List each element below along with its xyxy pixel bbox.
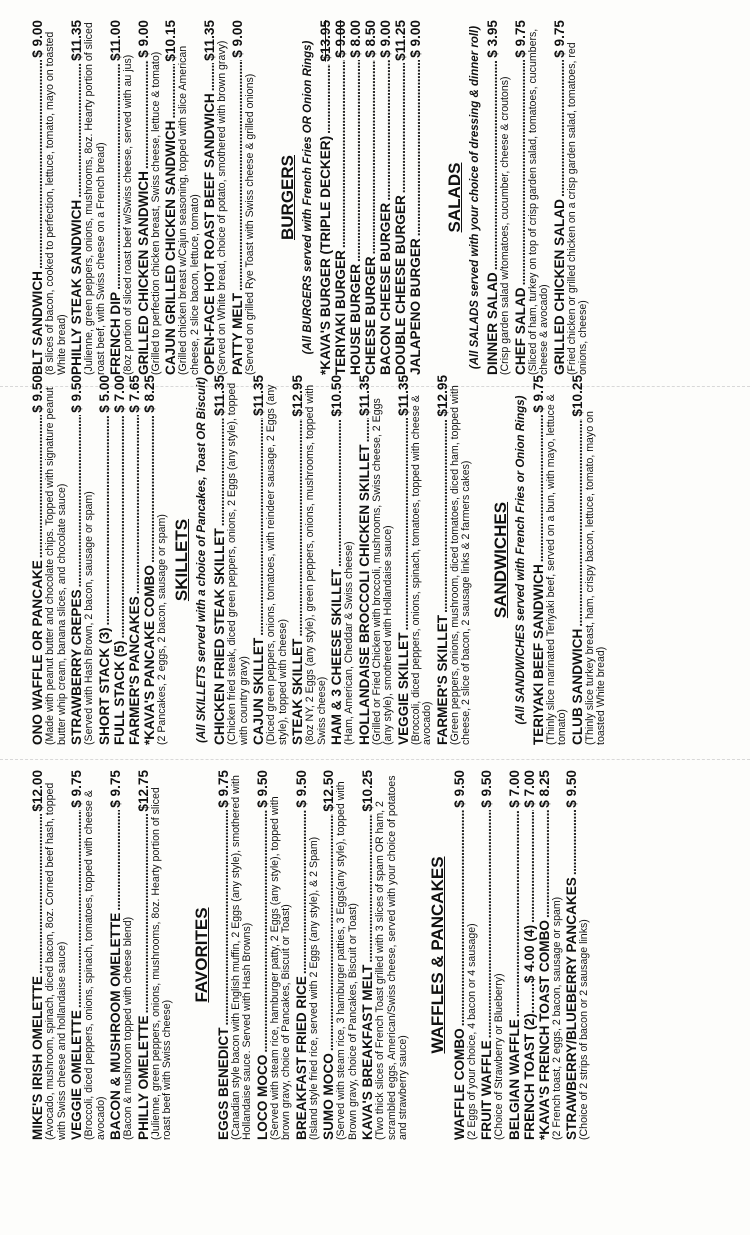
dot-leader — [333, 60, 348, 248]
menu-item — [30, 20, 68, 375]
menu-item — [393, 20, 408, 375]
menu-item-price: $ 9.75 — [551, 20, 567, 58]
menu-item-price: $ 9.75 — [530, 375, 546, 413]
menu-item — [329, 375, 356, 745]
pancakes-list — [30, 375, 168, 745]
menu-item-description: (Avocado, mushroom, spinach, diced bacon, 8oz. Corned beef hash, topped with Swiss cheese and hollandaise sauce) — [44, 782, 68, 1140]
menu-item — [363, 20, 378, 375]
salads-list — [485, 20, 590, 375]
menu-item-name: TERIYAKI BEEF SANDWICH — [530, 564, 546, 745]
dot-leader — [69, 810, 84, 1008]
menu-item-description: (Served with Hash Brown, 2 bacon, sausage or spam) — [83, 491, 95, 745]
menu-item-line — [294, 770, 309, 1140]
menu-item-price: $ 8.50 — [363, 20, 378, 58]
menu-item-name: LOCO MOCO — [254, 1054, 270, 1140]
menu-item — [531, 375, 569, 745]
menu-item-name: BACON & MUSHROOM OMELETTE — [108, 912, 123, 1140]
menu-item-name: TERIYAKI BURGER — [333, 250, 348, 375]
menu-item-name: PATTY MELT — [229, 292, 245, 375]
menu-item-line — [142, 375, 157, 745]
menu-item — [452, 770, 479, 1140]
dot-leader — [216, 810, 231, 1026]
menu-item-line — [570, 375, 585, 745]
menu-column-2 — [30, 375, 730, 745]
menu-item-line — [333, 20, 348, 375]
menu-item-name: CAJUN GRILLED CHICKEN SANDWICH — [163, 120, 178, 375]
menu-column-1 — [30, 770, 730, 1140]
menu-item-price: $ 9.00 — [135, 20, 151, 58]
menu-item-name: BELGIAN WAFFLE — [506, 1019, 522, 1140]
menu-item-description: (Thinly slice turkey breast, ham, crispy bacon, lettuce, tomato, mayo on toasted White bread) — [583, 411, 607, 745]
menu-item-line — [136, 20, 151, 375]
menu-item-line — [552, 20, 567, 375]
menu-item-price: $ 5.00 — [96, 375, 112, 413]
menu-item-name: STEAK SKILLET — [290, 638, 305, 745]
menu-item-name: ONO WAFFLE OR PANCAKE — [30, 560, 45, 745]
menu-item-line — [290, 375, 305, 745]
menu-item-line — [522, 770, 537, 1140]
menu-item-line — [507, 770, 522, 1140]
menu-item — [408, 20, 423, 375]
menu-item-name: SUMO MOCO — [321, 1053, 336, 1140]
menu-item-description: (Grilled chicken breast w/Cajun seasoning, topped with slice American cheese, 2 slice bacon, lettuce, tomato) — [177, 45, 201, 375]
menu-item — [513, 20, 551, 375]
menu-item-line — [393, 20, 408, 375]
menu-item-price: $ 7.00 — [521, 770, 537, 808]
menu-item — [112, 375, 127, 745]
dot-leader — [363, 60, 378, 255]
menu-item-price: $11.35 — [356, 375, 372, 416]
dot-leader — [531, 415, 546, 562]
menu-item — [290, 375, 328, 745]
dot-leader — [212, 418, 227, 526]
menu-item-line — [357, 375, 372, 745]
menu-item — [108, 20, 135, 375]
dot-leader — [522, 810, 537, 923]
menu-item — [163, 20, 201, 375]
menu-item-line — [30, 770, 45, 1140]
dot-leader — [479, 810, 494, 1039]
menu-item-price: $ 7.00 — [506, 770, 522, 808]
menu-item-name: FARMER'S PANCAKES — [126, 596, 142, 745]
menu-item-price: $ 8.00 — [348, 20, 363, 58]
menu-item-price: $12.00 — [30, 770, 45, 812]
dot-leader — [136, 60, 151, 169]
menu-item — [69, 375, 96, 745]
menu-item-line — [321, 770, 336, 1140]
menu-item — [212, 375, 250, 745]
menu-item-name: GRILLED CHICKEN SALAD — [551, 199, 567, 375]
menu-item-name: EGGS BENEDICT — [215, 1027, 231, 1140]
menu-item-price: $ 9.00 — [229, 20, 245, 58]
skillets-note: (All SKILLETS served with a choice of Pancakes, Toast OR Biscuit) — [196, 377, 208, 743]
menu-item-name: STRAWBERRY/BLUEBERRY PANCAKES — [564, 877, 579, 1140]
menu-item-price: $12.50 — [321, 770, 336, 812]
menu-item-description: (2 French toast, 2 eggs, 2 bacon, sausage or spam) — [550, 896, 563, 1140]
menu-item-line — [479, 770, 494, 1140]
menu-item — [127, 375, 142, 745]
menu-item-name: STRAWBERRY CREPES — [69, 589, 84, 745]
menu-item-description: (Served with steam rice, hamburger patty, 2 Eggs (any style), topped with brown gravy, choice of Pancakes, Biscuit or Toast) — [268, 796, 292, 1140]
menu-item — [202, 20, 229, 375]
menu-item-line — [69, 20, 84, 375]
menu-item-price: $11.25 — [393, 20, 408, 61]
menu-item — [357, 375, 395, 745]
menu-item-price: $10.25 — [569, 375, 585, 417]
menu-item-price: $12.95 — [290, 375, 305, 417]
menu-item-description: (2 Eggs of your choice, 4 bacon or 4 sausage) — [465, 923, 478, 1140]
menu-item-name: HAM & 3 CHEESE SKILLET — [329, 569, 344, 745]
dot-leader — [230, 60, 245, 291]
menu-item-line — [537, 770, 552, 1140]
menu-item-description: (Julienne, green peppers, onions, mushrooms, 8oz. Hearty portion of sliced roast beef with Swiss cheese) — [149, 787, 173, 1140]
menu-item-price: $ 9.50 — [30, 375, 45, 413]
menu-item — [294, 770, 321, 1140]
dot-leader — [30, 415, 45, 558]
menu-item — [378, 20, 393, 375]
menu-item-name: FRENCH DIP — [108, 291, 123, 375]
menu-item-price: $ 9.50 — [451, 770, 467, 808]
menu-item-line — [212, 375, 227, 745]
menu-item-description: (Served on White bread, choice of potato, smothered with brown gravy) — [216, 40, 228, 375]
menu-item-line — [69, 375, 84, 745]
menu-item-description: (Julienne, green peppers, onions, mushrooms, 8oz. Hearty portion of sliced roast beef, with Swiss cheese on a French bread) — [83, 22, 107, 375]
dot-leader — [290, 419, 305, 637]
menu-item-description: (Canadian style bacon with English muffin, 2 Eggs (any style), smothered with Hollandaise sauce. Served with Hash Browns) — [229, 775, 253, 1140]
menu-item — [30, 375, 68, 745]
menu-item-name: BREAKFAST FRIED RICE — [293, 976, 309, 1140]
menu-item-line — [230, 20, 245, 375]
menu-item-description: (8oz NY, 2 Eggs (any style), green peppers, onions, mushrooms, topped with Swiss cheese) — [304, 384, 328, 745]
menu-item-name: CHEF SALAD — [512, 287, 528, 375]
menu-item-line — [136, 770, 151, 1140]
skillets-heading: SKILLETS — [172, 518, 191, 602]
menu-item-name: JALAPENO BURGER — [408, 238, 423, 375]
menu-item-name: PHILLY OMELETTE — [135, 1015, 151, 1140]
menu-item — [507, 770, 522, 1140]
menu-item-line — [255, 770, 270, 1140]
menu-item-price: $ 9.75 — [512, 20, 528, 58]
menu-item-name: FRENCH TOAST (2)........$ 4.00 (4) — [521, 924, 537, 1140]
menu-item-line — [216, 770, 231, 1140]
menu-item-name: FARMER'S SKILLET — [434, 614, 450, 745]
menu-item-line — [396, 375, 411, 745]
menu-item-name: GRILLED CHICKEN SANDWICH — [135, 171, 151, 375]
menu-item-price: $ 9.75 — [69, 770, 84, 808]
dot-leader — [318, 64, 333, 134]
menu-item-name: FRUIT WAFFLE — [479, 1040, 494, 1140]
menu-item-description: (Served on grilled Rye Toast with Swiss cheese & grilled onions) — [243, 73, 256, 375]
favorites-heading: FAVORITES — [191, 907, 211, 1003]
menu-item-name: CHEESE BURGER — [363, 256, 378, 375]
menu-item-price: $12.75 — [135, 770, 151, 812]
dot-leader — [507, 810, 522, 1017]
menu-item — [537, 770, 564, 1140]
menu-item-line — [30, 375, 45, 745]
dot-leader — [360, 814, 375, 963]
menu-item-price: $ 8.25 — [141, 375, 157, 413]
menu-item-description: (Bacon & mushroom topped with cheese blend) — [122, 916, 134, 1140]
menu-item — [97, 375, 112, 745]
menu-item — [69, 770, 107, 1140]
menu-item-price: $ 9.75 — [215, 770, 231, 808]
menu-item-price: $ 9.00 — [30, 20, 45, 58]
menu-item — [251, 375, 289, 745]
menu-item-description: (Island style fried rice, served with 2 Eggs (any style), & 2 Spam) — [307, 836, 320, 1140]
menu-item-name: HOUSE BURGER — [348, 263, 363, 375]
dot-leader — [294, 810, 309, 974]
menu-item-price: $ 9.50 — [69, 375, 84, 413]
menu-item — [333, 20, 348, 375]
menu-item-line — [127, 375, 142, 745]
menu-item-price: $11.35 — [251, 375, 266, 416]
menu-item-price: $ 9.00 — [378, 20, 393, 58]
menu-item-price: $ 9.50 — [254, 770, 270, 808]
menu-item — [348, 20, 363, 375]
menu-item-line — [435, 375, 450, 745]
menu-item-line — [318, 20, 333, 375]
menu-item — [552, 20, 590, 375]
menu-item-price: $ 9.50 — [479, 770, 494, 808]
menu-item-price: $ 9.00 — [333, 20, 348, 58]
menu-item-line — [163, 20, 178, 375]
menu-item-description: (Thinly slice marinated Teriyaki beef, served on a bun, with mayo, lettuce & tomato) — [544, 394, 568, 745]
menu-item-name: CHICKEN FRIED STEAK SKILLET — [212, 528, 227, 745]
menu-item-name: WAFFLE COMBO — [451, 1028, 467, 1140]
menu-item-line — [408, 20, 423, 375]
dot-leader — [513, 60, 528, 286]
dot-leader — [112, 415, 127, 639]
menu-item — [216, 770, 254, 1140]
menu-item-name: PHILLY STEAK SANDWICH — [69, 199, 84, 375]
menu-item-description: (8 slices of bacon, cooked to perfection, lettuce, tomato, mayo on toasted White bread) — [44, 31, 68, 375]
menu-item-name: SHORT STACK (3) — [96, 627, 112, 745]
menu-item-description: (2 Pancakes, 2 eggs, 2 bacon, sausage or spam) — [155, 514, 168, 745]
dot-leader — [108, 63, 123, 290]
menu-item-description: (Two thick slices of French Toast grilled with 3 slices of spam OR ham, 2 scrambled eggs, American/Swiss cheese, served with your choice of potatoes and strawberry sauce) — [374, 775, 409, 1140]
dot-leader — [321, 814, 336, 1052]
waffles-heading: WAFFLES & PANCAKES — [427, 856, 447, 1054]
waffles-list — [452, 770, 591, 1140]
menu-item-name: DOUBLE CHEESE BURGER — [393, 195, 408, 375]
menu-item-description: (Grilled or Fried Chicken with broccoli, mushrooms, Swiss cheese, 2 Eggs (any style), smothered with Hollandaise sauce) — [370, 398, 394, 745]
menu-item — [479, 770, 506, 1140]
menu-item-line — [513, 20, 528, 375]
burgers-list — [318, 20, 423, 375]
menu-item — [136, 770, 174, 1140]
dot-leader — [552, 60, 567, 197]
menu-item — [108, 770, 135, 1140]
dot-leader — [97, 415, 112, 626]
salads-note: (All SALADS served with your choice of dressing & dinner roll) — [469, 25, 481, 370]
menu-item-description: (Ham, American, Cheddar & Swiss cheese) — [343, 541, 355, 745]
menu-item — [142, 375, 169, 745]
dot-leader — [570, 419, 585, 627]
menu-item — [69, 20, 107, 375]
menu-item-price: $11.35 — [395, 375, 411, 416]
menu-item-price: $12.95 — [434, 375, 450, 417]
dot-leader — [30, 814, 45, 974]
menu-item-description: (Made with peanut butter and chocolate chips. Topped with signature peanut butter whip cream, banana slices, and chocolate sauce) — [44, 387, 68, 745]
dot-leader — [329, 419, 344, 567]
menu-item-line — [363, 20, 378, 375]
menu-item — [435, 375, 473, 745]
dot-leader — [378, 60, 393, 201]
dot-leader — [202, 63, 217, 91]
menu-item-name: *KAVA'S BURGER (TRIPLE DECKER) — [318, 135, 333, 375]
dot-leader — [408, 60, 423, 236]
menu-item-price: $11.35 — [202, 20, 217, 61]
menu-column-3 — [30, 20, 730, 375]
menu-item-name: *KAVA'S PANCAKE COMBO — [141, 565, 157, 745]
menu-item — [136, 20, 163, 375]
burgers-heading: BURGERS — [278, 155, 297, 241]
menu-item-description: (Choice of Strawberry or Blueberry) — [493, 973, 505, 1140]
menu-item-line — [452, 770, 467, 1140]
menu-item-description: (Choice of 2 strips of bacon or 2 sausage links) — [578, 919, 590, 1140]
menu-item-description: (Green peppers, onions, mushroom, diced tomatoes, diced ham, topped with cheese, 2 slice of bacon, 2 sausage links & 2 farmers cakes) — [448, 385, 472, 745]
menu-item-price: $11.35 — [69, 20, 84, 61]
menu-item — [396, 375, 434, 745]
menu-item-description: (Grilled to perfection chicken breast, Swiss cheese, lettuce & tomato) — [149, 51, 162, 375]
menu-item-price: $ 3.95 — [485, 20, 500, 58]
menu-item-name: KAVA'S BREAKFAST MELT — [360, 964, 375, 1140]
menu-item-name: CAJUN SKILLET — [251, 637, 266, 745]
skillets-list — [212, 375, 473, 745]
menu-item-price: $10.15 — [163, 20, 178, 62]
menu-item-price: $ 9.00 — [408, 20, 423, 58]
menu-item-line — [564, 770, 579, 1140]
menu-item — [318, 20, 333, 375]
salads-heading: SALADS — [445, 162, 464, 233]
dot-leader — [452, 810, 467, 1026]
menu-item — [360, 770, 410, 1140]
menu-item-name: VEGGIE OMELETTE — [69, 1010, 84, 1140]
menu-item-price: $ 9.50 — [293, 770, 309, 808]
menu-item-name: *KAVA'S FRENCH TOAST COMBO — [536, 920, 552, 1140]
menu-item — [321, 770, 359, 1140]
dot-leader — [485, 60, 500, 270]
menu-item-name: HOLLANDAISE BROCCOLI CHICKEN SKILLET — [356, 444, 372, 745]
menu-item-name: VEGGIE SKILLET — [395, 632, 411, 745]
menu-item-name: BLT SANDWICH — [30, 271, 45, 375]
menu-item-name: BACON CHEESE BURGER — [378, 202, 393, 375]
dot-leader — [69, 63, 84, 198]
menu-item-line — [360, 770, 375, 1140]
menu-item-price: $ 8.25 — [536, 770, 552, 808]
menu-item-line — [112, 375, 127, 745]
menu-item-name: DINNER SALAD — [485, 272, 500, 375]
dot-leader — [163, 64, 178, 119]
menu-item-name: FULL STACK (5) — [111, 640, 127, 745]
menu-item-description: (8oz portion of sliced roast beef w/Swiss cheese, served with au jus) — [122, 54, 134, 375]
menu-item-line — [69, 770, 84, 1140]
dot-leader — [142, 415, 157, 563]
menu-item-price: $11.35 — [212, 375, 227, 416]
menu-item-line — [251, 375, 266, 745]
menu-item-description: (Chicken fried steak, diced green peppers, onions, 2 Eggs (any style), topped with country gravy) — [226, 382, 250, 745]
dot-leader — [435, 419, 450, 613]
menu-item-line — [202, 20, 217, 375]
menu-item-description: (Sliced of ham, turkey on top of crisp garden salad, tomatoes, cucumbers, cheese & avocado) — [526, 28, 550, 375]
menu-item — [564, 770, 591, 1140]
burgers-note: (All BURGERS served with French Fries OR Onion Rings) — [302, 40, 314, 355]
menu-item-line — [485, 20, 500, 375]
menu-item-line — [329, 375, 344, 745]
menu-item-line — [108, 20, 123, 375]
menu-item-price: $11.00 — [108, 20, 123, 61]
sandwiches-note: (All SANDWICHES served with French Fries or Onion Rings) — [514, 395, 527, 725]
sandwiches-list-continued — [30, 20, 256, 375]
menu-item-line — [30, 20, 45, 375]
dot-leader — [255, 810, 270, 1053]
menu-item-price: $13.95 — [318, 20, 333, 62]
omelettes-list — [30, 770, 174, 1140]
menu-item — [485, 20, 512, 375]
menu-item-price: $ 7.00 — [111, 375, 127, 413]
menu-item-description: (Crisp garden salad w/tomatoes, cucumber, cheese & croutons) — [499, 76, 511, 375]
dot-leader — [348, 60, 363, 262]
menu-item-line — [531, 375, 546, 745]
menu-item-line — [348, 20, 363, 375]
menu-item-price: $ 7.65 — [126, 375, 142, 413]
menu-item-description: (Served with steam rice, 3 hamburger patties, 3 Eggs(any style), topped with Brown gravy, choice of Pancakes, Biscuit or Toast) — [335, 781, 359, 1140]
dot-leader — [357, 418, 372, 443]
dot-leader — [108, 810, 123, 911]
menu-item-line — [97, 375, 112, 745]
sandwiches-heading: SANDWICHES — [490, 501, 510, 619]
dot-leader — [136, 814, 151, 1014]
menu-item-price: $10.50 — [329, 375, 344, 417]
menu-item-line — [378, 20, 393, 375]
menu-item — [522, 770, 537, 1140]
menu-item-price: $10.25 — [360, 770, 375, 812]
dot-leader — [30, 60, 45, 269]
menu-item-line — [108, 770, 123, 1140]
menu-item-price: $ 9.75 — [108, 770, 123, 808]
sandwiches-list — [531, 375, 608, 745]
dot-leader — [127, 415, 142, 594]
menu-item-name: OPEN-FACE HOT ROAST BEEF SANDWICH — [202, 93, 217, 375]
menu-item — [255, 770, 293, 1140]
menu-item-price: $ 9.50 — [564, 770, 579, 808]
fold-line — [0, 759, 750, 760]
menu-item-description: (Diced green peppers, onions, tomatoes, with reindeer sausage, 2 Eggs (any style), topped with cheese) — [265, 384, 289, 745]
dot-leader — [537, 810, 552, 918]
dot-leader — [251, 418, 266, 636]
menu-item-name: CLUB SANDWICH — [569, 628, 585, 745]
menu-item — [30, 770, 68, 1140]
dot-leader — [564, 810, 579, 875]
menu-item — [570, 375, 608, 745]
menu-item-description: (Fried chicken or grilled chicken on a crisp garden salad, tomatoes, red onions, cheese) — [565, 42, 589, 375]
menu-item-name: MIKE'S IRISH OMELETTE — [30, 975, 45, 1140]
dot-leader — [69, 415, 84, 588]
favorites-list — [216, 770, 410, 1140]
dot-leader — [393, 63, 408, 193]
menu-item-description: (Broccoli, diced peppers, onions, spinach, tomatoes, topped with cheese & avocado) — [409, 395, 433, 745]
menu-item — [230, 20, 257, 375]
dot-leader — [396, 418, 411, 631]
menu-item-description: (Broccoli, diced peppers, onions, spinach, tomatoes, topped with cheese & avocado) — [83, 790, 107, 1140]
